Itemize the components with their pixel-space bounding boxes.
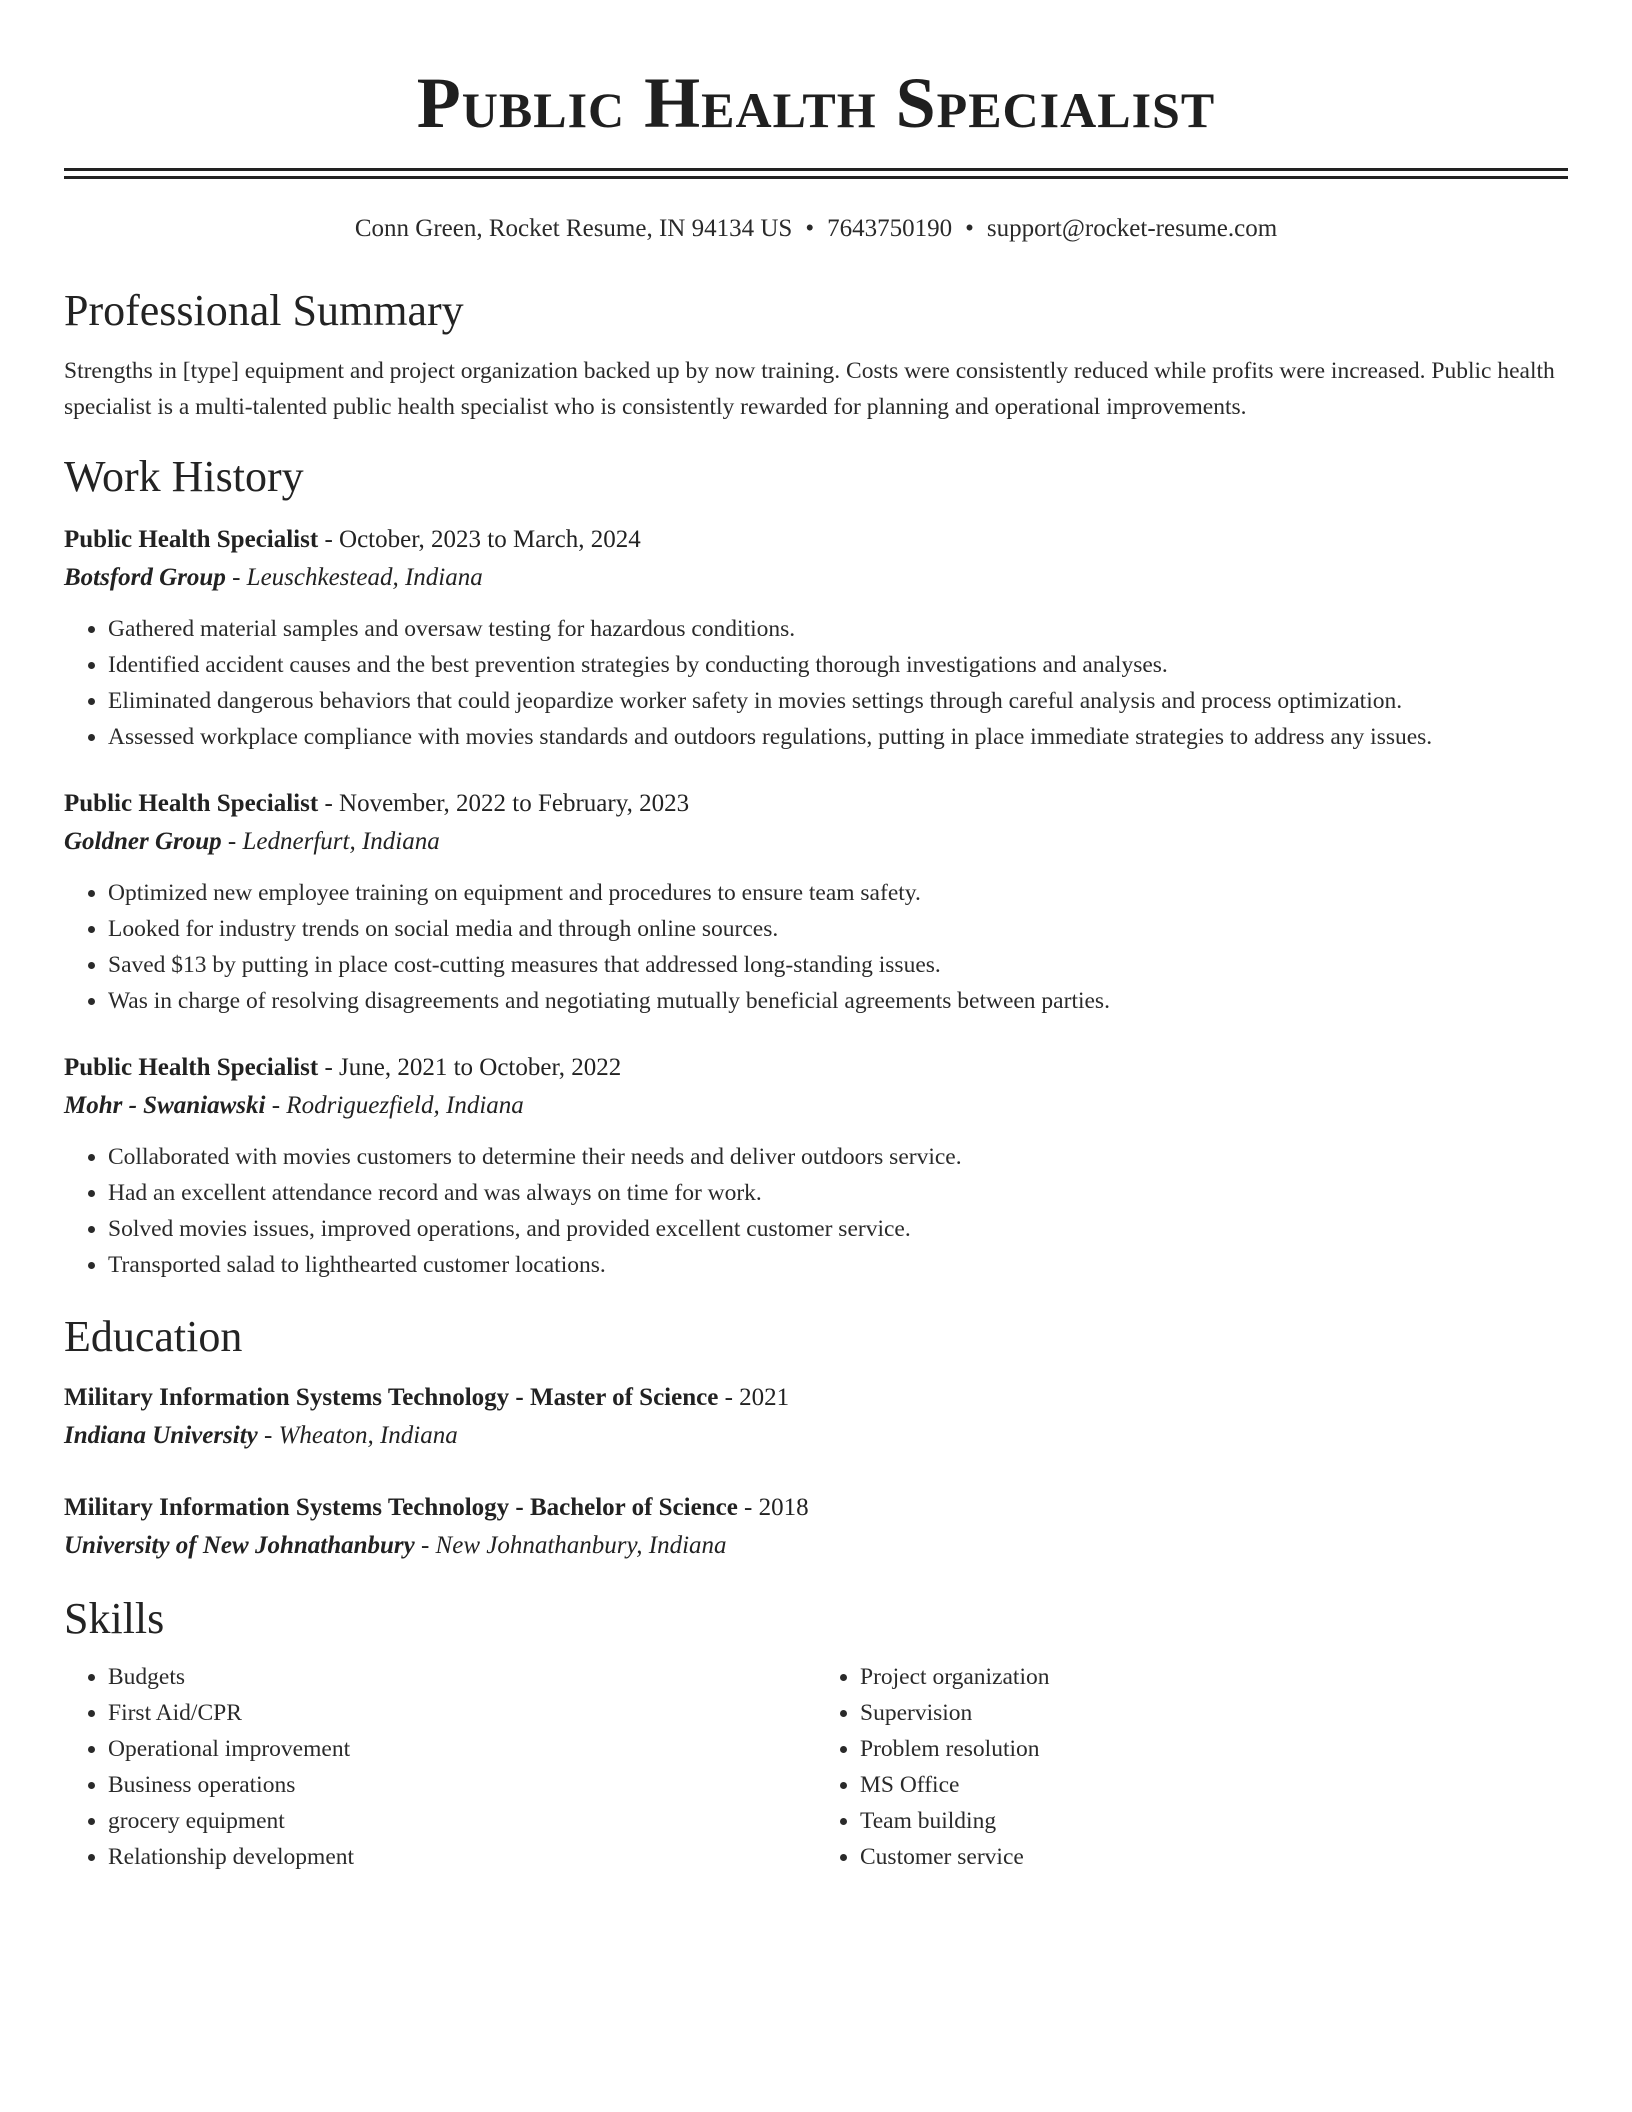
job-dates: - October, 2023 to March, 2024	[318, 526, 641, 553]
job-dates: - June, 2021 to October, 2022	[318, 1054, 622, 1081]
skill-item: • MS Office	[860, 1767, 1568, 1803]
contact-separator: •	[805, 215, 815, 242]
job-entry	[64, 1049, 1568, 1283]
section-title-summary: Professional Summary	[64, 286, 464, 335]
job-bullet: • Gathered material samples and oversaw testing for hazardous conditions.	[108, 611, 1568, 647]
job-location: - Leuschkestead, Indiana	[225, 564, 483, 591]
contact-address: Conn Green, Rocket Resume, IN 94134 US	[354, 215, 793, 242]
job-bullets	[64, 1139, 1568, 1283]
job-role: Public Health Specialist	[64, 1054, 319, 1081]
job-company-line	[64, 823, 1568, 861]
job-entry	[64, 785, 1568, 1019]
skill-item: • Problem resolution	[860, 1731, 1568, 1767]
job-role: Public Health Specialist	[64, 790, 319, 817]
education-school-line	[64, 1417, 1568, 1455]
job-heading	[64, 785, 1568, 823]
skill-item: • Supervision	[860, 1695, 1568, 1731]
job-bullet: • Had an excellent attendance record and was always on time for work.	[108, 1175, 1568, 1211]
education-heading	[64, 1379, 1568, 1417]
job-company: Botsford Group	[64, 564, 226, 591]
contact-phone: 7643750190	[827, 215, 953, 242]
section-title-skills: Skills	[64, 1594, 165, 1643]
skills-list-right	[816, 1659, 1568, 1875]
job-heading	[64, 1049, 1568, 1087]
skill-item: • Business operations	[108, 1767, 816, 1803]
section-title-education: Education	[64, 1312, 243, 1361]
header-double-rule	[64, 168, 1568, 179]
contact-line	[64, 213, 1568, 245]
job-bullets	[64, 875, 1568, 1019]
education-entry	[64, 1379, 1568, 1455]
skills-list-left	[64, 1659, 816, 1875]
job-bullet: • Was in charge of resolving disagreements and negotiating mutually beneficial agreements between parties.	[108, 983, 1568, 1019]
skill-item: • grocery equipment	[108, 1803, 816, 1839]
job-company-line	[64, 1087, 1568, 1125]
skill-item: • Budgets	[108, 1659, 816, 1695]
job-heading	[64, 521, 1568, 559]
education-heading	[64, 1489, 1568, 1527]
job-dates: - November, 2022 to February, 2023	[318, 790, 690, 817]
education-year: - 2018	[737, 1494, 809, 1521]
job-entry	[64, 521, 1568, 755]
job-bullets	[64, 611, 1568, 755]
job-bullet: • Looked for industry trends on social media and through online sources.	[108, 911, 1568, 947]
job-bullet: • Solved movies issues, improved operations, and provided excellent customer service.	[108, 1211, 1568, 1247]
summary-text: Strengths in [type] equipment and project organization backed up by now training. Costs were consistently reduced while profits were increased. Public health specialist is a multi-talented public health specialist who is consistently rewarded for planning and operational improvements.	[64, 358, 1555, 420]
job-location: - Lednerfurt, Indiana	[221, 828, 440, 855]
skill-item: • Customer service	[860, 1839, 1568, 1875]
section-title-work-history: Work History	[64, 452, 304, 501]
education-year: - 2021	[718, 1384, 790, 1411]
resume-name: Public Health Specialist	[416, 63, 1216, 143]
job-bullet: • Optimized new employee training on equipment and procedures to ensure team safety.	[108, 875, 1568, 911]
education-entry	[64, 1489, 1568, 1565]
job-bullet: • Collaborated with movies customers to determine their needs and deliver outdoors service.	[108, 1139, 1568, 1175]
education-location: - New Johnathanbury, Indiana	[414, 1532, 727, 1559]
education-degree: Military Information Systems Technology - Master of Science	[64, 1384, 719, 1411]
job-company-line	[64, 559, 1568, 597]
skills-columns	[64, 1659, 1568, 1875]
contact-email: support@rocket-resume.com	[986, 215, 1278, 242]
job-bullet: • Identified accident causes and the best prevention strategies by conducting thorough investigations and analyses.	[108, 647, 1568, 683]
contact-separator: •	[965, 215, 974, 242]
job-location: - Rodriguezfield, Indiana	[265, 1092, 524, 1119]
job-role: Public Health Specialist	[64, 526, 319, 553]
job-bullet: • Eliminated dangerous behaviors that could jeopardize worker safety in movies settings through careful analysis and process optimization.	[108, 683, 1568, 719]
job-bullet: • Assessed workplace compliance with movies standards and outdoors regulations, putting in place immediate strategies to address any issues.	[108, 719, 1568, 755]
education-location: - Wheaton, Indiana	[257, 1422, 458, 1449]
skill-item: • First Aid/CPR	[108, 1695, 816, 1731]
job-company: Mohr - Swaniawski	[64, 1092, 266, 1119]
skill-item: • Operational improvement	[108, 1731, 816, 1767]
job-bullet: • Saved $13 by putting in place cost-cutting measures that addressed long-standing issues.	[108, 947, 1568, 983]
education-school: Indiana University	[64, 1422, 258, 1449]
skill-item: • Relationship development	[108, 1839, 816, 1875]
skill-item: • Team building	[860, 1803, 1568, 1839]
education-school: University of New Johnathanbury	[64, 1532, 415, 1559]
skill-item: • Project organization	[860, 1659, 1568, 1695]
education-degree: Military Information Systems Technology - Bachelor of Science	[64, 1494, 738, 1521]
job-bullet: • Transported salad to lighthearted customer locations.	[108, 1247, 1568, 1283]
education-school-line	[64, 1527, 1568, 1565]
job-company: Goldner Group	[64, 828, 222, 855]
